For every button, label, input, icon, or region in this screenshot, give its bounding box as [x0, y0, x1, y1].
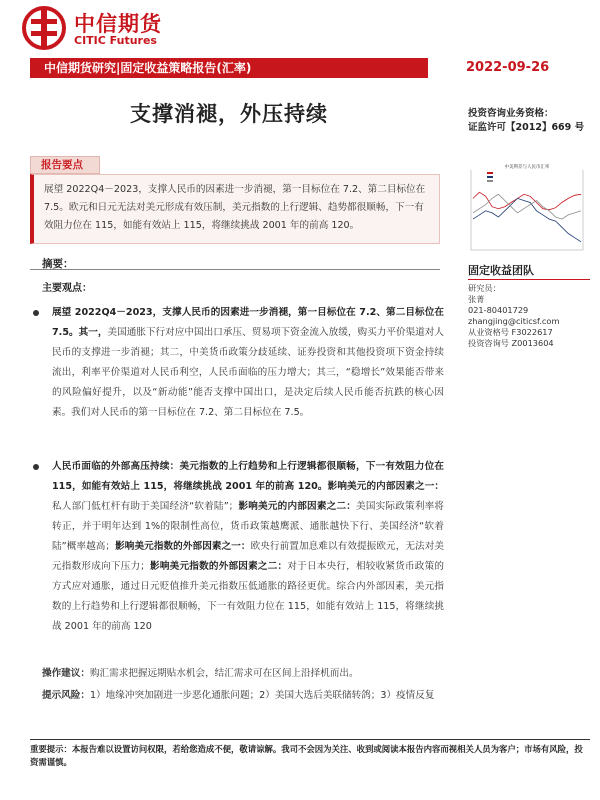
team-role: 研究员： — [468, 283, 501, 293]
bullet-2-bold-3: 影响美元指数的外部因素之一： — [115, 541, 251, 552]
main-points-heading: 主要观点： — [42, 283, 92, 294]
risk-label: 提示风险： — [42, 690, 90, 701]
risk-text: 1）地缘冲突加剧进一步恶化通胀问题；2）美国大选后美联储转鸽；3）疫情反复 — [89, 690, 435, 701]
ops-text: 购汇需求把握远期贴水机会，结汇需求可在区间上沿择机而出。 — [89, 668, 359, 679]
report-banner: 中信期货研究|固定收益策略报告(汇率) — [30, 58, 428, 78]
chart-legend-swatch-2 — [487, 176, 493, 178]
report-date: 2022-09-26 — [466, 60, 550, 75]
qualification-info — [468, 107, 590, 135]
bullet-dot-icon — [33, 310, 39, 316]
citic-futures-logo — [22, 6, 182, 50]
abstract-heading: 摘要： — [30, 256, 440, 270]
bullet-2-text-4: 对于日本央行，相较收紧货币政策的方式应对通胀，通过日元贬值推升美元指数压低通胀的路径更优。综合内外部因素，美元指数的上行趋势和上行逻辑都很顺畅，下一有效阻力位在 115，如能有效站上 115，将继续挑战 2001 年的前高 120 — [52, 561, 445, 632]
footer-divider — [30, 739, 590, 740]
bullet-1-bold: 展望 2022Q4－2023，支撑人民币的因素进一步消褪，第一目标位在 7.2、第二目标位在 7.5。其一， — [52, 307, 444, 338]
report-title: 支撑消褪，外压持续 — [130, 102, 328, 126]
footer-disclaimer: 重要提示：本报告难以设置访问权限，若给您造成不便，敬请谅解。我司不会因为关注、收到或阅读本报告内容而视相关人员为客户；市场有风险，投资需谨慎。 — [30, 744, 583, 767]
logo-text-en: CITIC Futures — [74, 34, 157, 47]
summary-tag: 报告要点 — [30, 156, 100, 174]
qualification-line1: 投资咨询业务资格： — [468, 108, 554, 119]
team-divider — [468, 279, 590, 280]
bullet-point-1 — [52, 303, 444, 423]
team-name: 张菁 — [468, 294, 485, 304]
summary-text: 展望 2022Q4－2023，支撑人民币的因素进一步消褪，第一目标位在 7.2、第二目标位在 7.5。欧元和日元无法对美元形成有效压制，美元指数的上行逻辑、趋势都很顺畅，下一有效阻力位在 115，如能有效站上 115，将继续挑战 2001 年的前高 120。 — [44, 184, 426, 231]
team-email: zhangjing@citicsf.com — [468, 316, 560, 326]
citic-logo-icon — [22, 6, 66, 50]
qualification-line2: 证监许可【2012】669 号 — [468, 122, 585, 133]
team-title: 固定收益团队 — [468, 264, 534, 277]
operation-advice — [42, 664, 444, 684]
bullet-1-text: 美国通胀下行对应中国出口承压、贸易项下资金流入放缓，购买力平价渠道对人民币的支撑进一步消褪；其二，中美货币政策分歧延续、证券投资和其他投资项下资金持续流出，利率平价渠道对人民币利空，人民币面临的压力增大；其三，“稳增长”效果能否带来的风险偏好提升，以及“新动能”能否支撑中国出口，是决定后续人民币能否抗跌的核心因素。我们对人民币的第一目标位在 7.2、第二目标位在 7.5。 — [52, 327, 445, 418]
bullet-2-text-3: 欧央行前置加息难以有效提振欧元，无法对美元指数形成向下压力； — [52, 541, 445, 572]
bullet-point-2 — [52, 457, 444, 637]
chart-legend-swatch-3 — [487, 180, 493, 182]
team-phone: 021-80401729 — [468, 305, 529, 315]
logo-text-cn: 中信期货 — [74, 12, 162, 36]
bullet-dot-icon — [33, 464, 39, 470]
team-license-1: 从业资格号 F3022617 — [468, 327, 553, 337]
risk-warning — [42, 686, 444, 706]
fx-chart — [463, 160, 591, 260]
team-info — [468, 283, 592, 349]
bullet-2-bold-4: 影响美元指数的外部因素之二： — [149, 561, 288, 572]
summary-box — [30, 174, 440, 244]
ops-label: 操作建议： — [42, 668, 90, 679]
chart-legend-swatch-1 — [487, 172, 493, 174]
bullet-2-text-2: 美国实际政策利率将转正，并于明年达到 1%的限制性高位，货币政策越鹰派、通胀越快下行、美国经济“软着陆”概率越高； — [52, 501, 445, 552]
chart-title: 中美利差与人民币汇率 — [504, 165, 550, 170]
team-license-2: 投资咨询号 Z0013604 — [468, 338, 554, 348]
bullet-2-bold-1: 人民币面临的外部高压持续：美元指数的上行趋势和上行逻辑都很顺畅，下一有效阻力位在 115，如能有效站上 115，将继续挑战 2001 年的前高 120。影响美元的内部因素之一： — [52, 461, 444, 492]
bullet-2-bold-2: 影响美元的内部因素之二： — [238, 501, 357, 512]
bullet-2-text-1: 私人部门低杠杆有助于美国经济“软着陆”； — [52, 501, 239, 512]
